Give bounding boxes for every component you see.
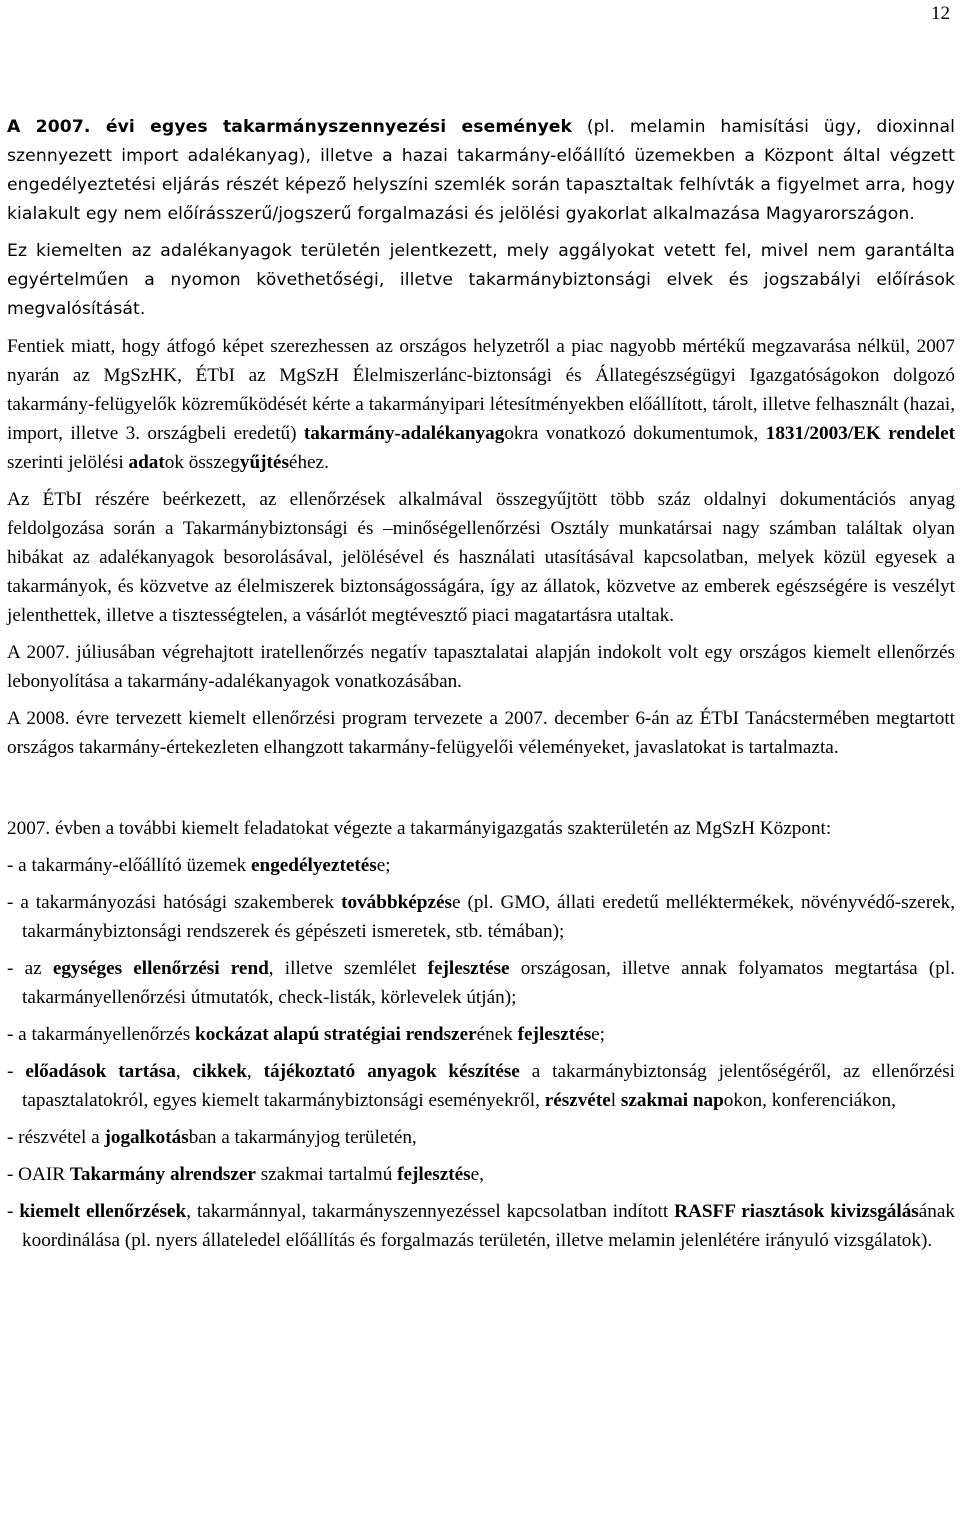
text-run: e (pl. GMO, állati eredetű melléktermékek, növényvédő-szerek, takarmánybiztonsági rendszerek és gépészeti ismeretek, stb. témában); — [22, 892, 955, 942]
bold-text-run: szakmai nap — [620, 1090, 724, 1111]
text-run: A 2008. évre tervezett kiemelt ellenőrzési program tervezete a 2007. december 6-án az ÉTbI Tanácstermében megtartott országos takarmány-értekezleten elhangzott takarmány-felügyelői véleményeket, javaslatokat is tartalmazta. — [7, 708, 955, 758]
text-run: szerinti jelölési — [7, 452, 129, 473]
text-run: ban a takarmányjog területén, — [188, 1127, 417, 1148]
bold-text-run: jogalkotás — [104, 1127, 189, 1148]
paragraph-p3 — [7, 332, 955, 477]
task-list — [7, 851, 955, 1255]
paragraph-p4 — [7, 485, 955, 630]
text-run: e; — [376, 855, 391, 876]
bold-text-run: yűjtés — [239, 452, 289, 473]
bold-text-run: adat — [128, 452, 165, 473]
text-run: a takarmánybiztonság jelentőségéről, az ellenőrzési tapasztalatokról, egyes kiemelt takarmánybiztonsági eseményekről, — [22, 1061, 956, 1111]
bold-text-run: engedélyeztetés — [251, 855, 377, 876]
bold-text-run: fejlesztés — [397, 1164, 471, 1185]
text-run: szakmai tartalmú — [255, 1164, 398, 1185]
paragraph-p2 — [7, 237, 955, 324]
text-run: e; — [591, 1024, 606, 1045]
bold-text-run: fejlesztés — [517, 1024, 592, 1045]
list-item — [7, 1160, 955, 1189]
text-run: ének — [476, 1024, 518, 1045]
text-run: - — [7, 1061, 26, 1082]
text-run: - a takarmányellenőrzés — [7, 1024, 196, 1045]
text-run: e, — [470, 1164, 484, 1185]
text-run: , — [175, 1061, 193, 1082]
bold-text-run: fejlesztése — [427, 958, 510, 979]
text-run: Ez kiemelten az adalékanyagok területén jelentkezett, mely aggályokat vetett fel, mivel nem garantálta egyértelműen a nyomon követhetőségi, illetve takarmánybiztonsági elvek és jogszabályi előírások megvalósítását. — [7, 241, 955, 319]
paragraph-p5 — [7, 638, 955, 696]
bold-text-run: A 2007. évi egyes takarmányszennyezési események — [7, 117, 573, 137]
text-run: - részvétel a — [7, 1127, 105, 1148]
text-run: éhez. — [288, 452, 329, 473]
list-item — [7, 888, 955, 946]
text-run: Az ÉTbI részére beérkezett, az ellenőrzések alkalmával összegyűjtött több száz oldalnyi dokumentációs anyag feldolgozása során a Takarmánybiztonsági és –minőségellenőrzési Osztály munkatársai nagy számban találtak olyan hibákat az adalékanyagok besorolásával, jelölésével és használati utasításával kapcsolatban, melyek közül egyesek a takarmányok, és közvetve az élelmiszerek biztonságosságára, így az állatok, közvetve az emberek egészségére is veszélyt jelenthettek, illetve a tisztességtelen, a vásárlót megtévesztő piaci magatartásra utaltak. — [7, 489, 955, 626]
text-run: (pl. melamin hamisítási ügy, dioxinnal szennyezett import adalékanyag), illetve a hazai takarmány-előállító üzemekben a Központ által végzett engedélyeztetési eljárás részét képező helyszíni szemlék során tapasztaltak felhívták a figyelmet arra, hogy kialakult egy nem előírásszerű/jogszerű forgalmazási és jelölési gyakorlat alkalmazása Magyarországon. — [7, 117, 955, 224]
list-item — [7, 1123, 955, 1152]
bold-text-run: takarmány-adalékanyag — [303, 423, 505, 444]
text-run: l — [610, 1090, 621, 1111]
bold-text-run: részvéte — [544, 1090, 611, 1111]
bold-text-run: kockázat alapú stratégiai rendszer — [195, 1024, 477, 1045]
text-run: , takarmánnyal, takarmányszennyezéssel kapcsolatban indított — [186, 1201, 675, 1222]
bold-text-run: kiemelt ellenőrzések — [19, 1201, 187, 1222]
text-run: - a takarmány-előállító üzemek — [7, 855, 251, 876]
text-run: , — [246, 1061, 264, 1082]
text-run: országosan, illetve annak folyamatos megtartása (pl. takarmányellenőrzési útmutatók, check-listák, körlevelek útján); — [22, 958, 955, 1008]
paragraph-list — [7, 113, 955, 843]
text-run: 2007. évben a további kiemelt feladatokat végezte a takarmányigazgatás szakterületén az MgSzH Központ: — [7, 818, 832, 839]
bold-text-run: cikkek — [192, 1061, 247, 1082]
text-run: okra vonatkozó dokumentumok, — [504, 423, 766, 444]
text-run: - a takarmányozási hatósági szakemberek — [7, 892, 342, 913]
bold-text-run: Takarmány alrendszer — [69, 1164, 256, 1185]
text-run: okon, konferenciákon, — [723, 1090, 896, 1111]
bold-text-run: 1831/2003/EK rendelet — [765, 423, 956, 444]
text-run: - OAIR — [7, 1164, 70, 1185]
text-run: A 2007. júliusában végrehajtott iratellenőrzés negatív tapasztalatai alapján indokolt volt egy országos kiemelt ellenőrzés lebonyolítása a takarmány-adalékanyagok vonatkozásában. — [7, 642, 955, 692]
page-number: 12 — [931, 3, 950, 24]
bold-text-run: tájékoztató anyagok készítése — [263, 1061, 520, 1082]
bold-text-run: továbbképzés — [341, 892, 452, 913]
paragraph-p1 — [7, 113, 955, 229]
list-item — [7, 1057, 955, 1115]
list-item — [7, 1197, 955, 1255]
text-run: ának koordinálása (pl. nyers állateledel előállítás és forgalmazás területén, illetve melamin jelenlétére irányuló vizsgálatok). — [22, 1201, 956, 1251]
text-run: Fentiek miatt, hogy átfogó képet szerezhessen az országos helyzetről a piac nagyobb mértékű megzavarása nélkül, 2007 nyarán az MgSzHK, ÉTbI az MgSzH Élelmiszerlánc-biztonsági és Állategészségügyi Igazgatóságokon dolgozó takarmány-felügyelők közreműködését kérte a takarmányipari létesítményekben előállított, tárolt, illetve felhasznált (hazai, import, illetve 3. országbeli eredetű) — [7, 336, 955, 444]
list-item — [7, 1020, 955, 1049]
bold-text-run: egységes ellenőrzési rend — [52, 958, 269, 979]
text-run: - az — [7, 958, 53, 979]
text-run: ok összeg — [164, 452, 240, 473]
paragraph-p7 — [7, 814, 955, 843]
bold-text-run: RASFF riasztások kivizsgálás — [674, 1201, 919, 1222]
text-run: - — [7, 1201, 20, 1222]
paragraph-spacer — [7, 770, 955, 814]
text-run: , illetve szemlélet — [268, 958, 428, 979]
list-item — [7, 954, 955, 1012]
document-body — [7, 113, 955, 1263]
bold-text-run: előadások tartása — [25, 1061, 176, 1082]
list-item — [7, 851, 955, 880]
paragraph-p6 — [7, 704, 955, 762]
